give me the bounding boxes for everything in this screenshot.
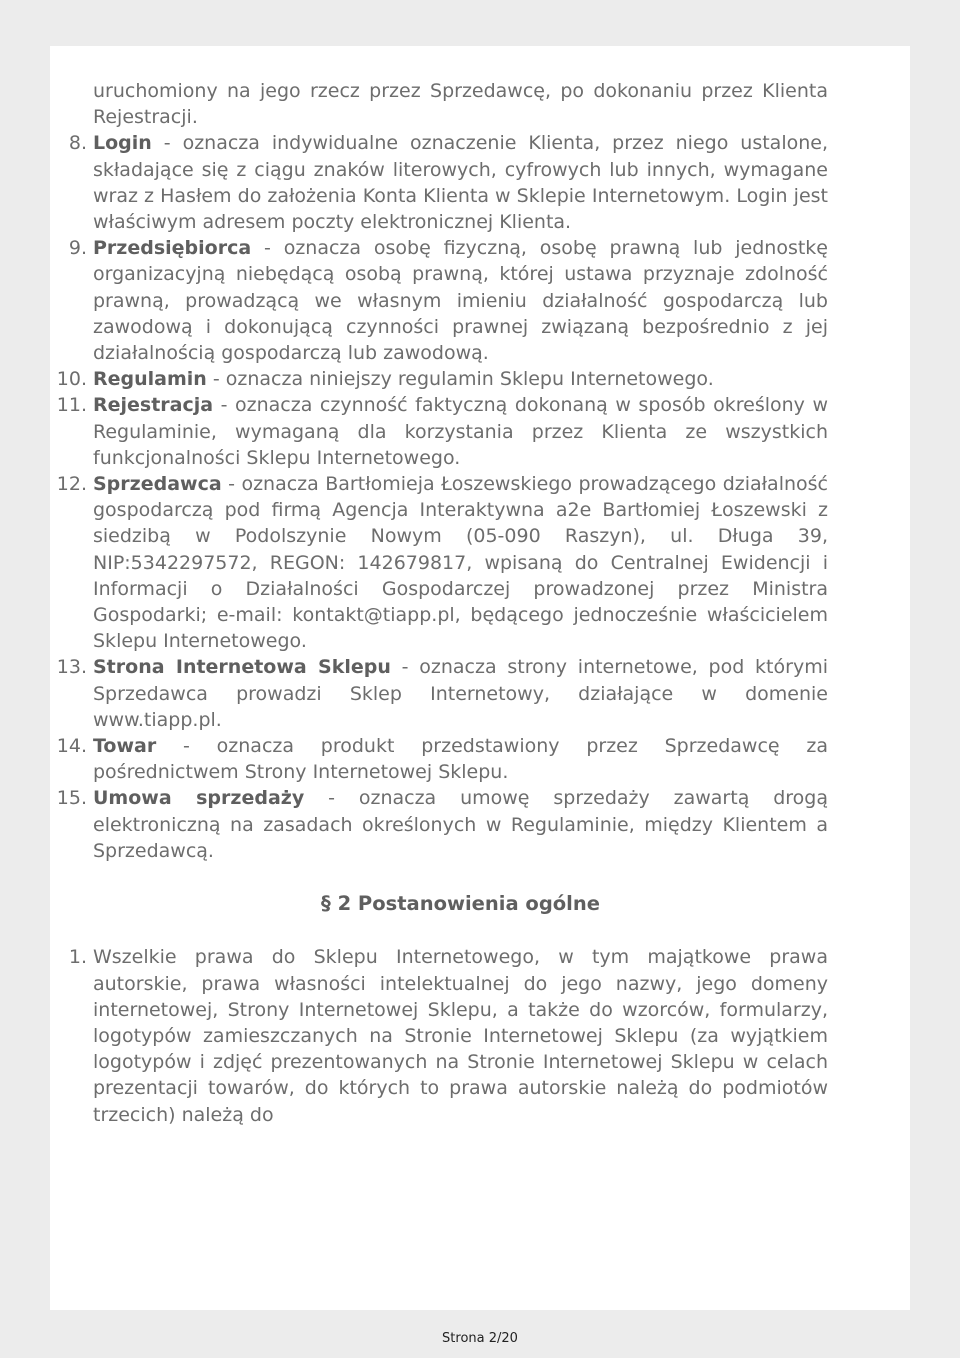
definition-text: - oznacza umowę sprzedaży zawartą drogą elektroniczną na zasadach określonych w Regulaminie, między Klientem a Sprzedawcą. — [93, 787, 829, 862]
definition-term: Login — [93, 132, 152, 155]
definition-term: Rejestracja — [93, 394, 214, 417]
definition-text: - oznacza osobę fizyczną, osobę prawną lub jednostkę organizacyjną niebędącą osobą prawną, której ustawa przyznaje zdolność prawną, prowadzącą we własnym imieniu działalność gospodarczą lub zawodową i dokonującą czynności prawnej związaną bezpośrednio z jej działalnością gospodarczą lub zawodową. — [93, 237, 828, 365]
definition-term: Towar — [93, 735, 157, 758]
list-item-definition — [56, 392, 828, 471]
list-item-definition — [56, 785, 829, 864]
page-footer: Strona 2/20 — [442, 1331, 518, 1346]
definition-text: - oznacza Bartłomieja Łoszewskiego prowadzącego działalność gospodarczą pod firmą Agencja Interaktywna a2e Bartłomiej Łoszewski z siedzibą w Podolszynie Nowym (05-090 Raszyn), ul. Długa 39, NIP:5342297572, REGON: 142679817, wpisaną do Centralnej Ewidencji i Informacji o Działalności Gospodarczej prowadzonej przez Ministra Gospodarki; e-mail: kontakt@tiapp.pl, będącego jednocześnie właścicielem Sklepu Internetowego. — [93, 473, 828, 653]
list-item-definition — [68, 130, 828, 235]
definition-text: - oznacza czynność faktyczną dokonaną w sposób określony w Regulaminie, wymaganą dla korzystania przez Klienta ze wszystkich funkcjonalności Sklepu Internetowego. — [93, 394, 828, 469]
list-item-definition — [56, 654, 828, 733]
list-number: 11. — [56, 394, 87, 417]
list-item-definition — [56, 733, 828, 785]
list-number: 8. — [68, 132, 87, 155]
definition-text: - oznacza niniejszy regulamin Sklepu Internetowego. — [206, 368, 714, 391]
definitions-list — [56, 78, 829, 864]
list-number: 12. — [56, 473, 87, 496]
list-number: 15. — [56, 787, 87, 810]
definition-term: Przedsiębiorca — [93, 237, 252, 260]
definition-term: Sprzedawca — [93, 473, 222, 496]
list-item-definition — [56, 366, 828, 392]
definition-term: Regulamin — [93, 368, 207, 391]
provision-text: Wszelkie prawa do Sklepu Internetowego, w tym majątkowe prawa autorskie, prawa własności intelektualnej do jego nazwy, jego domeny internetowej, Strony Internetowej Sklepu, a także do wzorców, formularzy, logotypów zamieszczanych na Stronie Internetowej Sklepu (za wyjątkiem logotypów i zdjęć prezentowanych na Stronie Internetowej Sklepu w celach prezentacji towarów, do których to prawa autorskie należą do podmiotów trzecich) należą do — [93, 946, 828, 1126]
definition-text: - oznacza produkt przedstawiony przez Sprzedawcę za pośrednictwem Strony Internetowej Sklepu. — [93, 735, 828, 784]
list-item-definition — [56, 471, 828, 654]
list-item-continuation — [93, 78, 828, 130]
definition-term: Umowa sprzedaży — [93, 787, 305, 810]
list-number: 10. — [56, 368, 87, 391]
list-number: 9. — [68, 237, 87, 260]
list-number: 1. — [68, 946, 87, 969]
section-heading: § 2 Postanowienia ogólne — [321, 892, 600, 916]
list-number: 13. — [56, 656, 87, 679]
definition-text: - oznacza strony internetowe, pod którymi Sprzedawca prowadzi Sklep Internetowy, działające w domenie www.tiapp.pl. — [93, 656, 828, 731]
list-item-definition — [68, 235, 828, 366]
definition-text: - oznacza indywidualne oznaczenie Klienta, przez niego ustalone, składające się z ciągu znaków literowych, cyfrowych lub innych, wymagane wraz z Hasłem do założenia Konta Klienta w Sklepie Internetowym. Login jest właściwym adresem poczty elektronicznej Klienta. — [93, 132, 828, 234]
document-content — [56, 78, 829, 1128]
definition-term: Strona Internetowa Sklepu — [93, 656, 391, 679]
list-number: 14. — [56, 735, 87, 758]
list-item-provision — [68, 944, 828, 1127]
continuation-text: uruchomiony na jego rzecz przez Sprzedawcę, po dokonaniu przez Klienta Rejestracji. — [93, 80, 828, 129]
general-provisions-list — [68, 944, 828, 1127]
